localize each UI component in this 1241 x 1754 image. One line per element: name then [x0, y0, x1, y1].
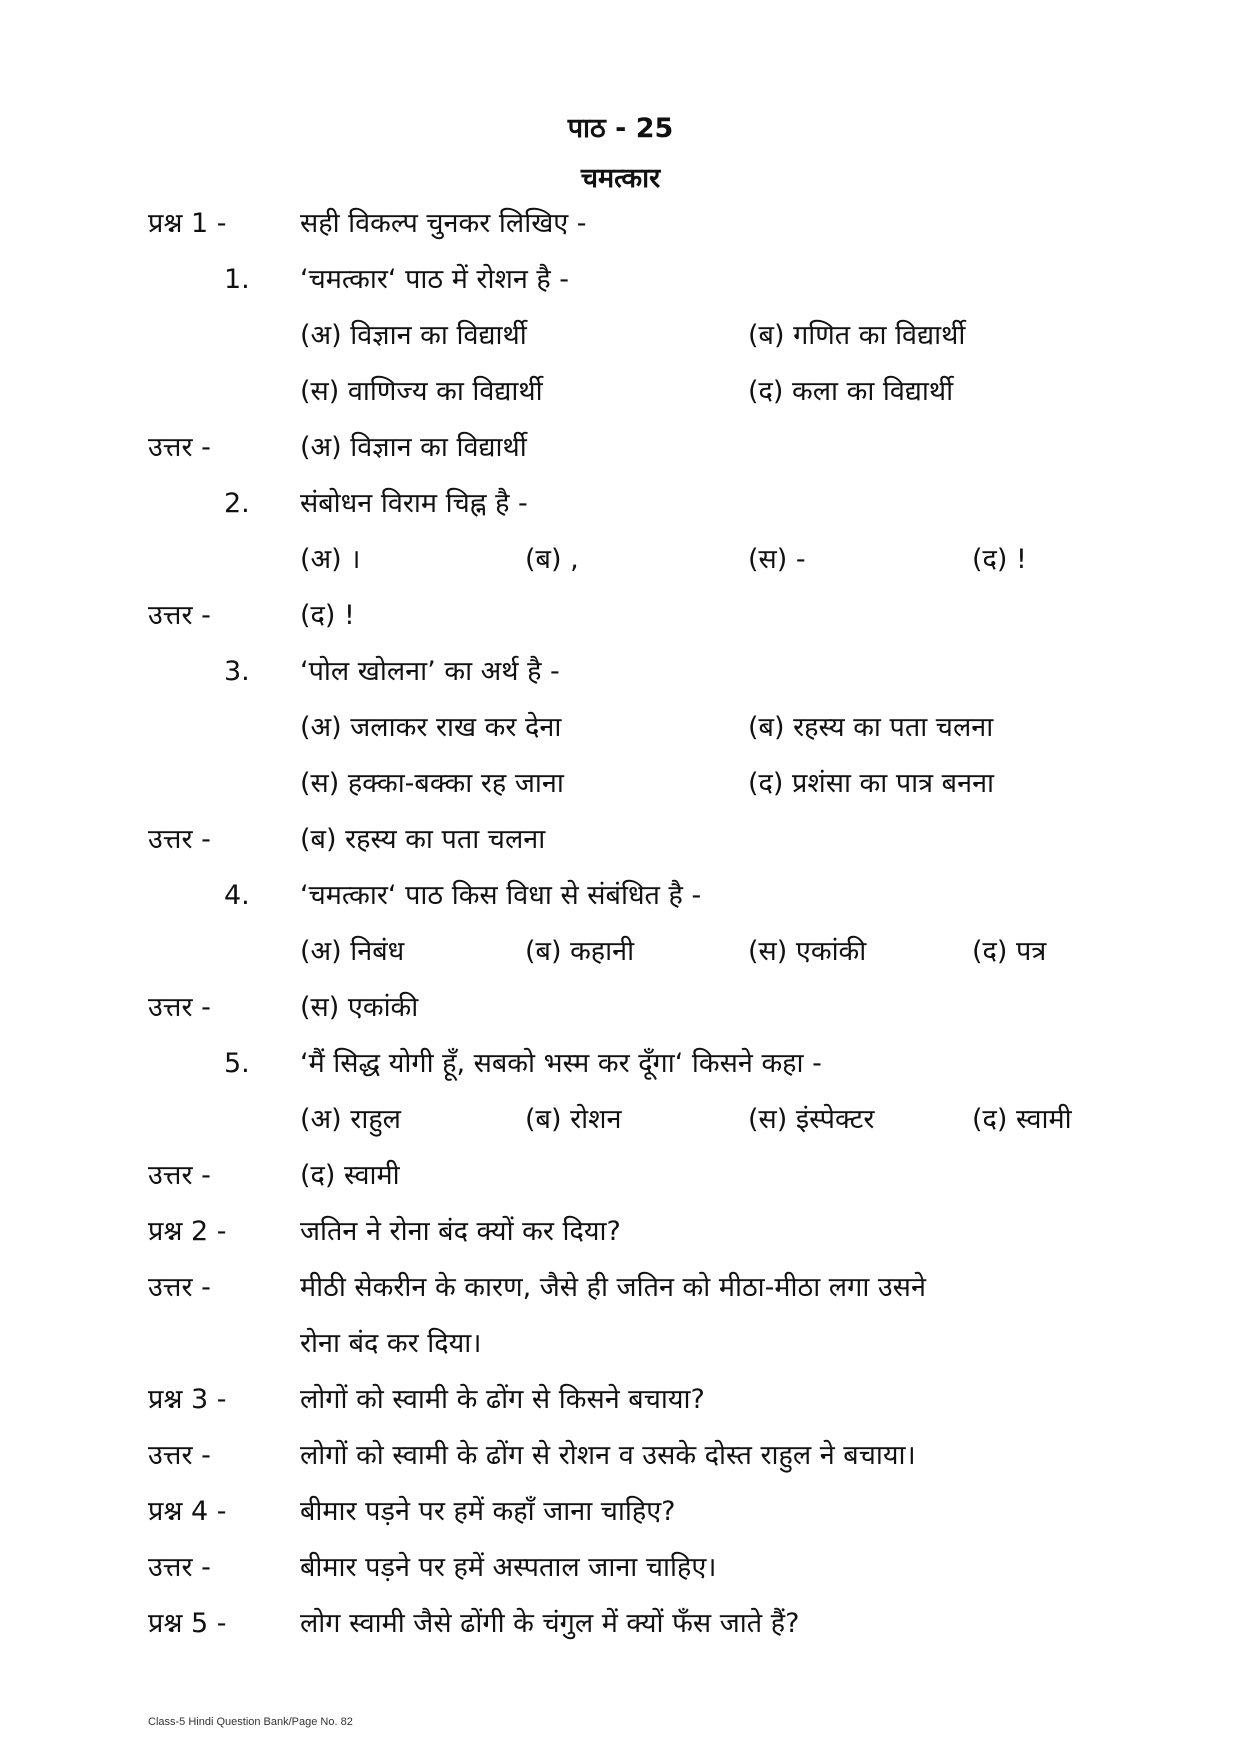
answer-text: (द) ! [300, 600, 355, 631]
item-number: 5. [224, 1048, 250, 1079]
option-d: (द) पत्र [972, 936, 1047, 967]
answer-text: रोना बंद कर दिया। [300, 1328, 482, 1359]
option-a: (अ) निबंध [300, 936, 405, 967]
mcq-1-options-row-1 [0, 316, 1241, 356]
option-b: (ब) रहस्य का पता चलना [748, 712, 994, 743]
mcq-3-options-row-2 [0, 764, 1241, 804]
mcq-1-answer [0, 428, 1241, 468]
item-question: ‘पोल खोलना’ का अर्थ है - [300, 656, 560, 687]
question-3-answer [0, 1436, 1241, 1476]
question-4-row [0, 1492, 1241, 1532]
question-text: लोग स्वामी जैसे ढोंगी के चंगुल में क्यों फँस जाते हैं? [300, 1608, 800, 1639]
question-1-row [0, 204, 1241, 244]
answer-label: उत्तर - [148, 600, 211, 631]
item-number: 2. [224, 488, 250, 519]
item-number: 4. [224, 880, 250, 911]
answer-text: लोगों को स्वामी के ढोंग से रोशन व उसके दोस्त राहुल ने बचाया। [300, 1440, 916, 1471]
question-label: प्रश्न 4 - [148, 1496, 227, 1527]
answer-label: उत्तर - [148, 1440, 211, 1471]
mcq-5-question [0, 1044, 1241, 1084]
answer-label: उत्तर - [148, 1160, 211, 1191]
answer-label: उत्तर - [148, 1272, 211, 1303]
option-b: (ब) , [525, 544, 579, 575]
question-4-answer [0, 1548, 1241, 1588]
answer-text: बीमार पड़ने पर हमें अस्पताल जाना चाहिए। [300, 1552, 717, 1583]
option-a: (अ) विज्ञान का विद्यार्थी [300, 320, 527, 351]
question-label: प्रश्न 5 - [148, 1608, 227, 1639]
option-c: (स) - [748, 544, 806, 575]
item-question: संबोधन विराम चिह्न है - [300, 488, 528, 519]
question-label: प्रश्न 3 - [148, 1384, 227, 1415]
question-2-row [0, 1212, 1241, 1252]
question-label: प्रश्न 2 - [148, 1216, 227, 1247]
answer-text: मीठी सेकरीन के कारण, जैसे ही जतिन को मीठा-मीठा लगा उसने [300, 1272, 926, 1303]
mcq-5-options [0, 1100, 1241, 1140]
option-d: (द) ! [972, 544, 1027, 575]
question-5-row [0, 1604, 1241, 1644]
mcq-2-question [0, 484, 1241, 524]
answer-label: उत्तर - [148, 992, 211, 1023]
lesson-number: पाठ - 25 [567, 113, 674, 144]
page-footer: Class-5 Hindi Question Bank/Page No. 82 [148, 1716, 353, 1728]
option-a: (अ) । [300, 544, 361, 575]
option-b: (ब) गणित का विद्यार्थी [748, 320, 966, 351]
option-c: (स) इंस्पेक्टर [748, 1104, 875, 1135]
mcq-1-question [0, 260, 1241, 300]
answer-text: (द) स्वामी [300, 1160, 400, 1191]
option-a: (अ) जलाकर राख कर देना [300, 712, 562, 743]
question-text: जतिन ने रोना बंद क्यों कर दिया? [300, 1216, 621, 1247]
mcq-3-options-row-1 [0, 708, 1241, 748]
question-text: बीमार पड़ने पर हमें कहाँ जाना चाहिए? [300, 1496, 676, 1527]
item-question: ‘मैं सिद्ध योगी हूँ, सबको भस्म कर दूँगा‘ किसने कहा - [300, 1048, 822, 1079]
mcq-3-question [0, 652, 1241, 692]
question-2-answer [0, 1268, 1241, 1308]
mcq-5-answer [0, 1156, 1241, 1196]
option-a: (अ) राहुल [300, 1104, 401, 1135]
lesson-title: चमत्कार [580, 163, 661, 194]
mcq-4-options [0, 932, 1241, 972]
question-label: प्रश्न 1 - [148, 208, 227, 239]
question-2-answer-continued [0, 1324, 1241, 1364]
option-c: (स) वाणिज्य का विद्यार्थी [300, 376, 543, 407]
item-question: ‘चमत्कार‘ पाठ किस विधा से संबंधित है - [300, 880, 702, 911]
mcq-1-options-row-2 [0, 372, 1241, 412]
option-b: (ब) रोशन [525, 1104, 622, 1135]
answer-text: (स) एकांकी [300, 992, 419, 1023]
option-d: (द) स्वामी [972, 1104, 1072, 1135]
option-d: (द) प्रशंसा का पात्र बनना [748, 768, 995, 799]
answer-label: उत्तर - [148, 432, 211, 463]
mcq-4-question [0, 876, 1241, 916]
question-text: लोगों को स्वामी के ढोंग से किसने बचाया? [300, 1384, 705, 1415]
answer-text: (ब) रहस्य का पता चलना [300, 824, 546, 855]
option-c: (स) हक्का-बक्का रह जाना [300, 768, 564, 799]
question-3-row [0, 1380, 1241, 1420]
option-b: (ब) कहानी [525, 936, 635, 967]
mcq-2-answer [0, 596, 1241, 636]
question-text: सही विकल्प चुनकर लिखिए - [300, 208, 587, 239]
answer-label: उत्तर - [148, 1552, 211, 1583]
item-number: 1. [224, 264, 250, 295]
answer-label: उत्तर - [148, 824, 211, 855]
answer-text: (अ) विज्ञान का विद्यार्थी [300, 432, 527, 463]
option-c: (स) एकांकी [748, 936, 867, 967]
item-number: 3. [224, 656, 250, 687]
item-question: ‘चमत्कार‘ पाठ में रोशन है - [300, 264, 570, 295]
mcq-3-answer [0, 820, 1241, 860]
option-d: (द) कला का विद्यार्थी [748, 376, 954, 407]
mcq-2-options [0, 540, 1241, 580]
mcq-4-answer [0, 988, 1241, 1028]
